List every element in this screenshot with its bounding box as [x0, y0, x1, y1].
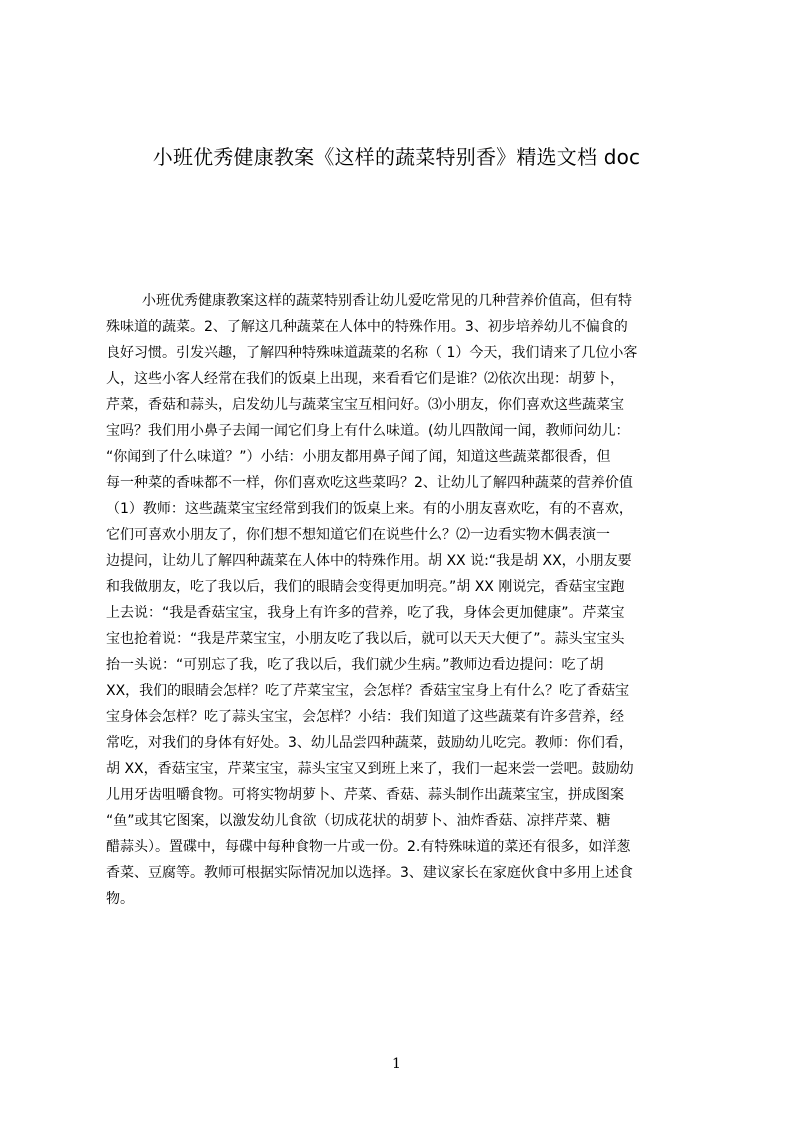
body-line: 宝吗？我们用小鼻子去闻一闻它们身上有什么味道。(幼儿四散闻一闻，教师问幼儿： [106, 423, 630, 439]
body-line: （1）教师：这些蔬菜宝宝经常到我们的饭桌上来。有的小朋友喜欢吃，有的不喜欢， [106, 501, 633, 517]
body-line: 人，这些小客人经常在我们的饭桌上出现，来看看它们是谁？⑵依次出现：胡萝卜， [106, 371, 624, 387]
body-line: 芹菜，香菇和蒜头，启发幼儿与蔬菜宝宝互相问好。⑶小朋友，你们喜欢这些蔬菜宝 [106, 397, 624, 413]
body-line: 小班优秀健康教案这样的蔬菜特别香让幼儿爱吃常见的几种营养价值高，但有特 [142, 293, 632, 309]
body-line: 常吃，对我们的身体有好处。3、幼儿品尝四种蔬菜，鼓励幼儿吃完。教师：你们看， [106, 735, 633, 751]
body-line: 醋蒜头）。置碟中，每碟中每种食物一片或一份。2.有特殊味道的菜还有很多，如洋葱 [106, 839, 631, 855]
body-line: 儿用牙齿咀嚼食物。可将实物胡萝卜、芹菜、香菇、蒜头制作出蔬菜宝宝，拼成图案 [106, 787, 624, 803]
body-line: “鱼”或其它图案，以激发幼儿食欲（切成花状的胡萝卜、油炸香菇、凉拌芹菜、糖 [106, 813, 611, 829]
body-line: XX，我们的眼睛会怎样？吃了芹菜宝宝，会怎样？香菇宝宝身上有什么？吃了香菇宝 [106, 683, 630, 699]
body-line: 边提问，让幼儿了解四种蔬菜在人体中的特殊作用。胡 XX 说:“我是胡 XX，小朋友要 [106, 553, 632, 569]
document-title: 小班优秀健康教案《这样的蔬菜特别香》精选文档 doc [152, 145, 641, 169]
body-line: 胡 XX，香菇宝宝，芹菜宝宝，蒜头宝宝又到班上来了，我们一起来尝一尝吧。鼓励幼 [106, 761, 634, 777]
body-line: 物。 [106, 891, 134, 907]
body-line: 它们可喜欢小朋友了，你们想不想知道它们在说些什么？⑵一边看实物木偶表演一 [106, 527, 610, 543]
body-line: 良好习惯。引发兴趣，了解四种特殊味道蔬菜的名称（ 1）今天，我们请来了几位小客 [106, 345, 638, 361]
page-number: 1 [392, 1056, 401, 1072]
body-line: 宝也抢着说：“我是芹菜宝宝，小朋友吃了我以后，就可以天天大便了”。蒜头宝宝头 [106, 631, 625, 647]
body-line: 和我做朋友，吃了我以后，我们的眼睛会变得更加明亮。”胡 XX 刚说完，香菇宝宝跑 [106, 579, 625, 595]
body-line: 殊味道的蔬菜。2、了解这几种蔬菜在人体中的特殊作用。3、初步培养幼儿不偏食的 [106, 319, 628, 335]
body-line: 香菜、豆腐等。教师可根据实际情况加以选择。3、建议家长在家庭伙食中多用上述食 [106, 865, 633, 881]
body-line: 宝身体会怎样？吃了蒜头宝宝，会怎样？小结：我们知道了这些蔬菜有许多营养，经 [106, 709, 624, 725]
body-line: 每一种菜的香味都不一样，你们喜欢吃这些菜吗？2、让幼儿了解四种蔬菜的营养价值 [106, 475, 633, 491]
body-line: “你闻到了什么味道？”）小结：小朋友都用鼻子闻了闻，知道这些蔬菜都很香，但 [106, 449, 611, 465]
body-line: 上去说：“我是香菇宝宝，我身上有许多的营养，吃了我，身体会更加健康”。芹菜宝 [106, 605, 625, 621]
body-line: 抬一头说：“可别忘了我，吃了我以后，我们就少生病。”教师边看边提问：吃了胡 [106, 657, 604, 673]
document-body [0, 288, 793, 938]
